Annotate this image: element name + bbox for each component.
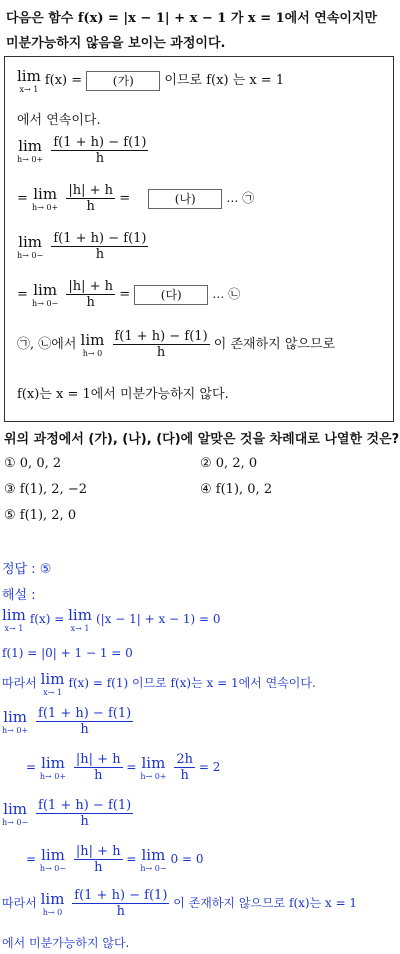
- option-5[interactable]: ⑤ f(1), 2, 0: [4, 508, 77, 523]
- sol-line-1: lim x→ 1 f(x) = lim x→ 1 (|x − 1| + x − 1) = 0: [2, 606, 221, 633]
- blank-da: (다): [134, 285, 208, 305]
- blank-ga: (가): [86, 71, 160, 91]
- option-4[interactable]: ④ f(1), 0, 2: [200, 482, 273, 497]
- sol-line-4: lim h→ 0+ $\frac{f(1 + h) - f(1)}{h}$: [2, 706, 132, 737]
- explanation-label: 해설 :: [2, 588, 36, 603]
- sol-line-3: 따라서 lim x→ 1 f(x) = f(1) 이므로 f(x)는 x = 1에서 연속이다.: [2, 670, 316, 697]
- question-text: [6, 6, 396, 56]
- box-line-3: lim h→ 0+ $\frac{f(1 + h) - f(1)}{h}$: [17, 135, 147, 166]
- question-line-1: 다음은 함수 f(x) = |x − 1| + x − 1 가 x = 1에서 연속이지만: [6, 11, 378, 26]
- question-line-2: 미분가능하지 않음을 보이는 과정이다.: [6, 36, 226, 51]
- option-2[interactable]: ② 0, 2, 0: [200, 456, 258, 471]
- box-line-5: lim h→ 0− $\frac{f(1 + h) - f(1)}{h}$: [17, 231, 147, 262]
- answer-label: 정답 : ⑤: [2, 562, 52, 577]
- box-line-7: ㉠, ㉡에서 lim h→ 0 $\frac{f(1 + h) - f(1)}{h}$ 이 존재하지 않으므로: [17, 329, 336, 360]
- box-line-8: f(x)는 x = 1에서 미분가능하지 않다.: [17, 387, 229, 402]
- blank-na: (나): [148, 189, 222, 209]
- box-line-1: lim x→ 1 f(x) = (가) 이므로 f(x) 는 x = 1: [17, 67, 285, 94]
- ask-text: 위의 과정에서 (가), (나), (다)에 알맞은 것을 차례대로 나열한 것은?: [4, 432, 400, 447]
- sol-line-5: = lim h→ 0+ $\frac{|h| + h}{h}$ = lim h→ 0+ $\frac{2h}{h}$ = 2: [26, 752, 221, 783]
- sol-line-9: 에서 미분가능하지 않다.: [2, 936, 130, 950]
- sol-line-6: lim h→ 0− $\frac{f(1 + h) - f(1)}{h}$: [2, 798, 132, 829]
- option-1[interactable]: ① 0, 0, 2: [4, 456, 62, 471]
- proof-box: [4, 56, 394, 422]
- sol-line-8: 따라서 lim h→ 0 $\frac{f(1 + h) - f(1)}{h}$ 이 존재하지 않으므로 f(x)는 x = 1: [2, 888, 358, 919]
- box-line-2: 에서 연속이다.: [17, 113, 101, 128]
- sol-line-7: = lim h→ 0− $\frac{|h| + h}{h}$ = lim h→ 0− 0 = 0: [26, 844, 204, 875]
- box-line-6: = lim h→ 0− $\frac{|h| + h}{h}$ = (다) … ㉡: [17, 279, 241, 310]
- box-line-4: = lim h→ 0+ $\frac{|h| + h}{h}$ = (나) … ㉠: [17, 183, 255, 214]
- sol-line-2: f(1) = |0| + 1 − 1 = 0: [2, 646, 133, 660]
- option-3[interactable]: ③ f(1), 2, −2: [4, 482, 87, 497]
